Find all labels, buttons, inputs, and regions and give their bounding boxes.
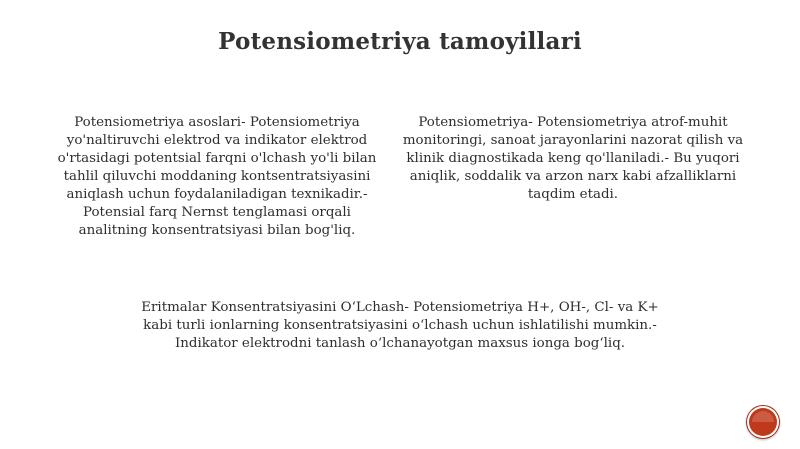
text-block-concentration: Eritmalar Konsentratsiyasini O‘Lchash- Potensiometriya H+, OH-, Cl- va K+ kabi turli ionlarning konsentratsiyasini o‘lchash uchun ishlatilishi mumkin.- Indikator elektrodni tanlash o‘lchanayotgan maxsus ionga bog‘liq. (141, 300, 659, 351)
next-slide-button[interactable] (749, 408, 777, 436)
text-block-applications: Potensiometriya- Potensiometriya atrof-muhit monitoringi, sanoat jarayonlarini nazorat qilish va klinik diagnostikada keng qo'llaniladi.- Bu yuqori aniqlik, soddalik va arzon narx kabi afzalliklarni taqdim etadi. (402, 115, 744, 202)
text-block-basics: Potensiometriya asoslari- Potensiometriya yo'naltiruvchi elektrod va indikator elektrod o'rtasidagi potentsial farqni o'lchash yo'li bilan tahlil qiluvchi moddaning kontsentratsiyasini aniqlash uchun foydalaniladigan texnikadir.- Potensial farq Nernst tenglamasi orqali analitning konsentratsiyasi bilan bog'liq. (57, 115, 377, 238)
slide-title: Potensiometriya tamoyillari (218, 28, 582, 55)
